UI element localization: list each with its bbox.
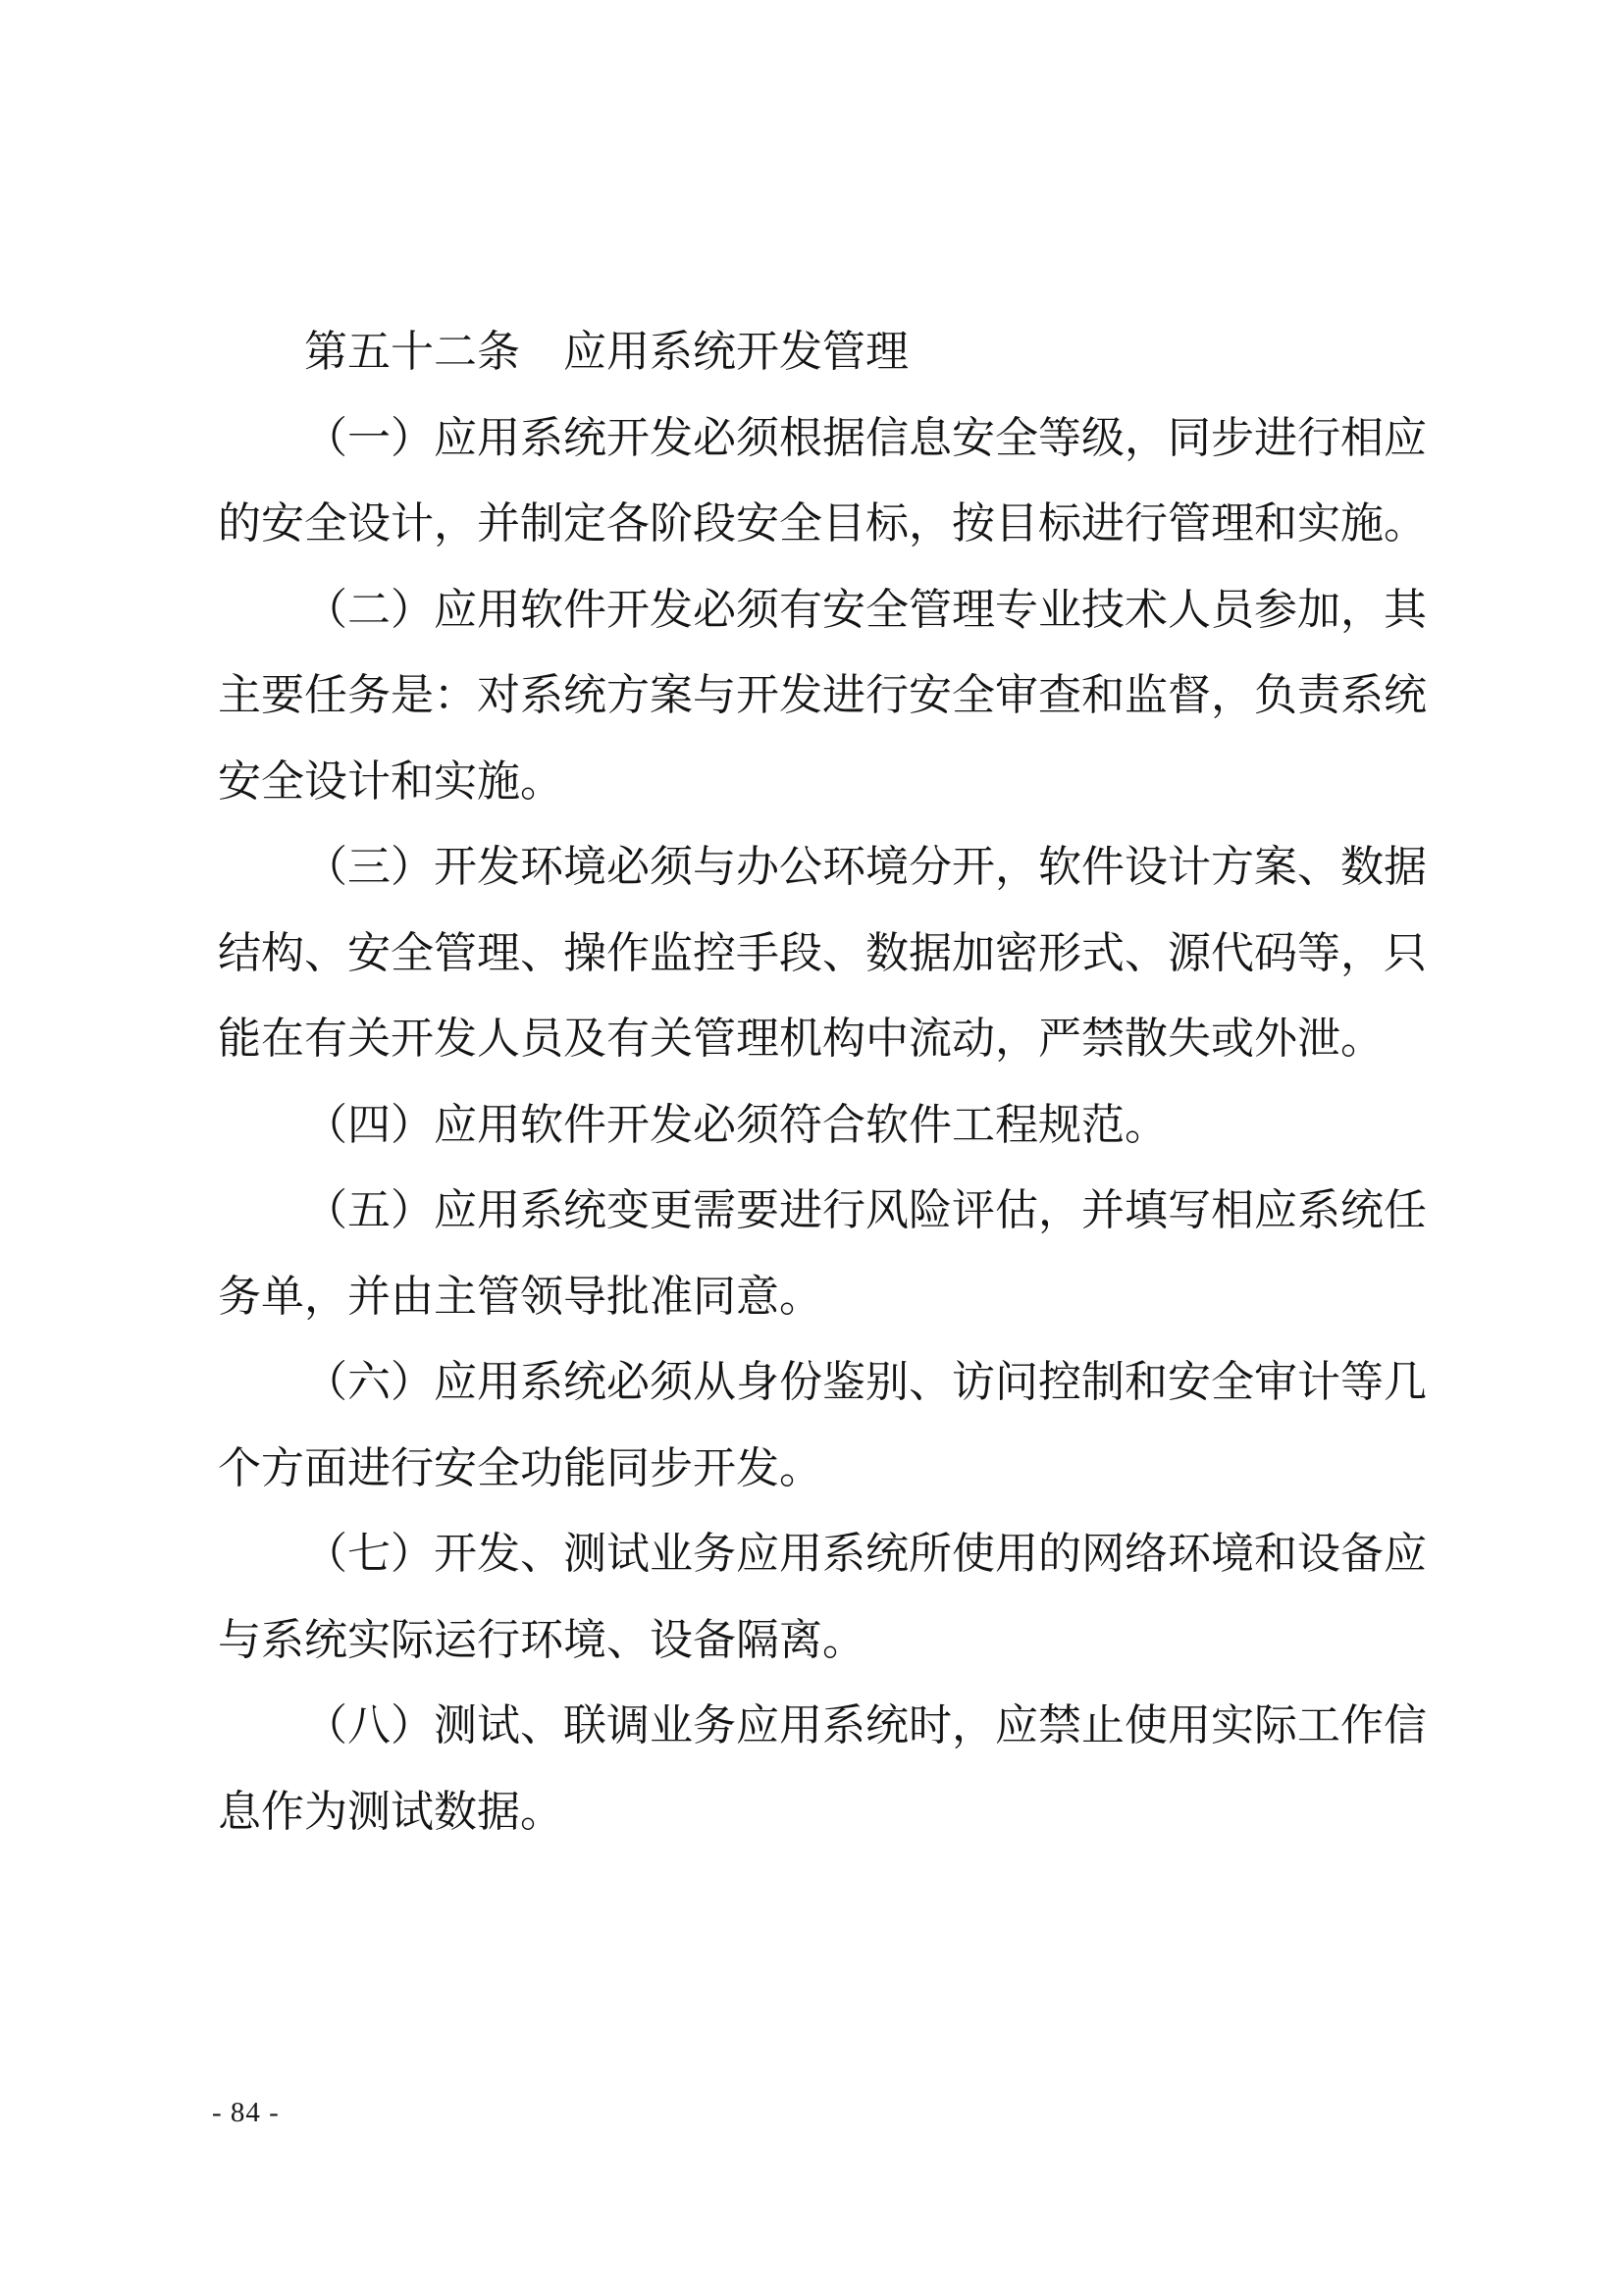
paragraph-6: （六）应用系统必须从身份鉴别、访问控制和安全审计等几个方面进行安全功能同步开发。 — [218, 1358, 1427, 1492]
article-title: 第五十二条 应用系统开发管理 — [304, 328, 909, 376]
page-number: - 84 - — [212, 2097, 280, 2128]
paragraph-1: （一）应用系统开发必须根据信息安全等级，同步进行相应的安全设计，并制定各阶段安全目标，按目标进行管理和实施。 — [218, 413, 1427, 548]
paragraph-8: （八）测试、联调业务应用系统时，应禁止使用实际工作信息作为测试数据。 — [218, 1701, 1427, 1836]
paragraph-2: （二）应用软件开发必须有安全管理专业技术人员参加，其主要任务是：对系统方案与开发进行安全审查和监督，负责系统安全设计和实施。 — [218, 585, 1427, 806]
document-body — [218, 309, 1427, 1854]
paragraph-7: （七）开发、测试业务应用系统所使用的网络环境和设备应与系统实际运行环境、设备隔离。 — [218, 1530, 1427, 1664]
paragraph-4: （四）应用软件开发必须符合软件工程规范。 — [304, 1100, 1168, 1149]
paragraph-3: （三）开发环境必须与办公环境分开，软件设计方案、数据结构、安全管理、操作监控手段、数据加密形式、源代码等，只能在有关开发人员及有关管理机构中流动，严禁散失或外泄。 — [218, 843, 1427, 1063]
paragraph-5: （五）应用系统变更需要进行风险评估，并填写相应系统任务单，并由主管领导批准同意。 — [218, 1186, 1427, 1321]
